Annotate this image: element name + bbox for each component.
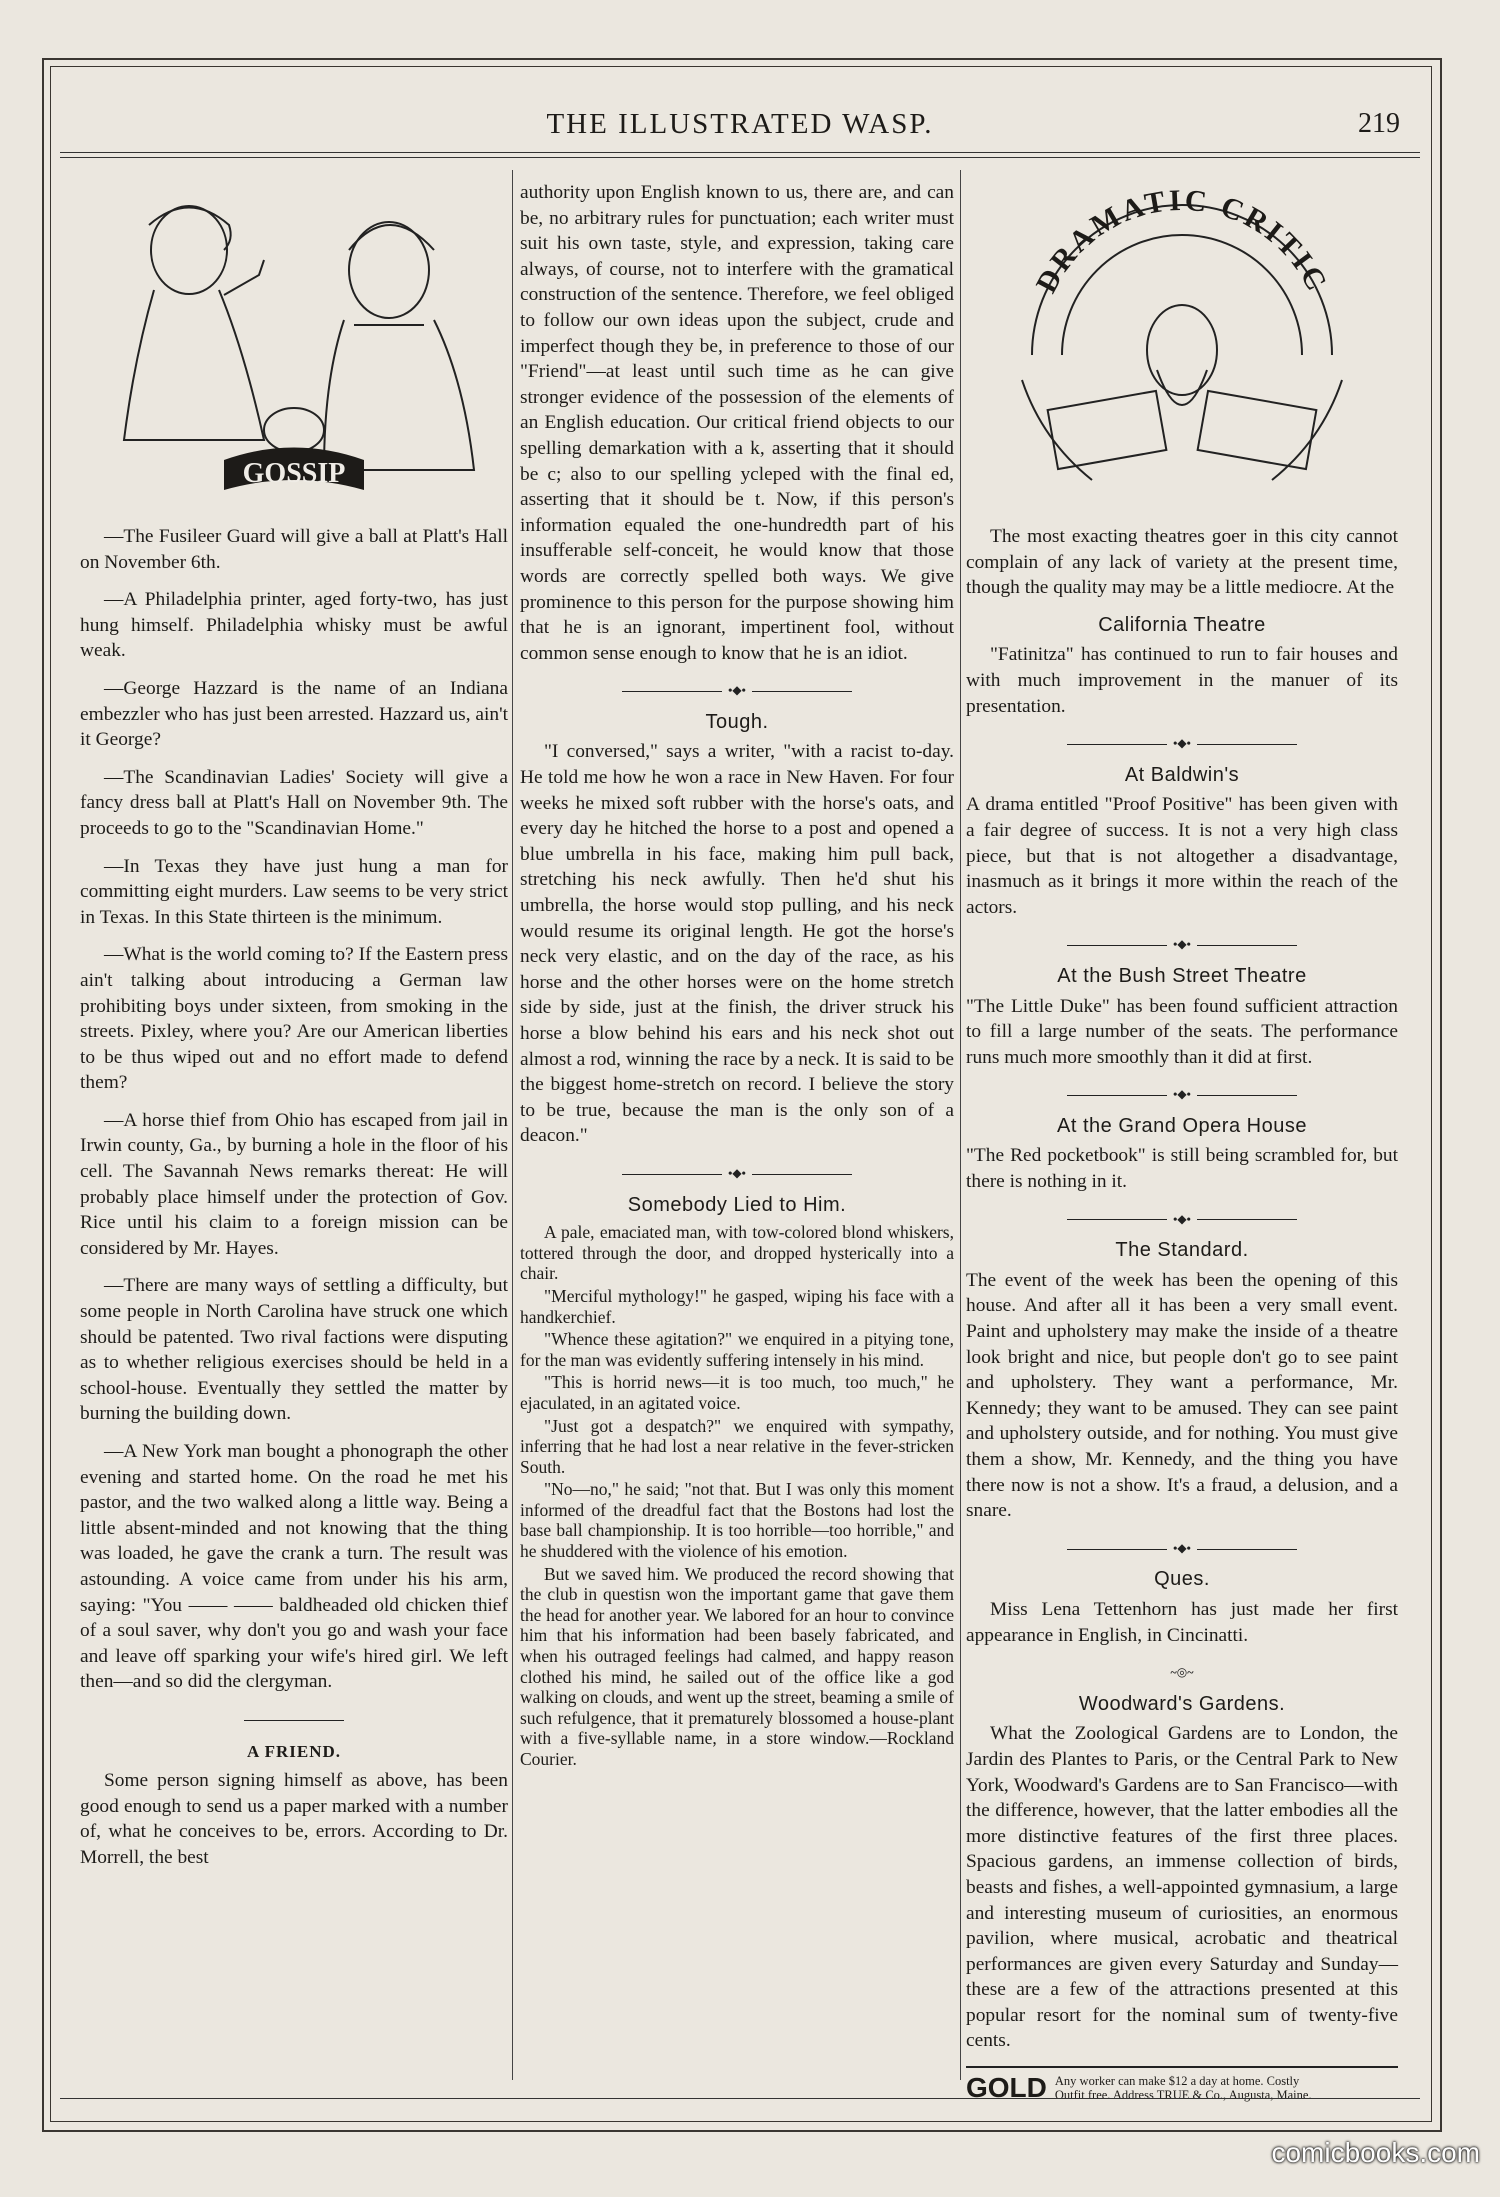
gossip-illustration (94, 180, 494, 510)
theatre-intro: The most exacting theatres goer in this city cannot complain of any lack of variety at the present time, though the quality may may be a little mediocre. At the (966, 526, 1398, 599)
section-divider: •◆• (520, 1161, 954, 1187)
lied-paragraph: "No—no," he said; "not that. But I was only this moment informed of the dreadful fact that the Bostons had lost the base ball championship. It is too horrible—too horrible," and he shuddered with the violence of his emotion. (520, 1479, 954, 1562)
section-divider: •◆• (966, 1082, 1398, 1108)
news-item: —The Fusileer Guard will give a ball at Platt's Hall on November 6th. (80, 526, 508, 573)
section-divider: •◆• (966, 1536, 1398, 1562)
news-item: —A horse thief from Ohio has escaped from jail in Irwin county, Ga., by burning a hole in the floor of his cell. The Savannah News remarks thereat: He will probably place himself under the protection of Gov. Rice until his claim to a foreign mission can be considered by Mr. Hayes. (80, 1109, 508, 1259)
dramatic-critic-illustration (982, 180, 1382, 510)
bush-text: "The Little Duke" has been found sufficient attraction to fill a large number of the seats. The performance runs much more smoothly than it did at first. (966, 995, 1398, 1068)
woodward-text: What the Zoological Gardens are to London, the Jardin des Plantes to Paris, or the Central Park to New York, Woodward's Gardens are to San Francisco—with the difference, however, that the latter embodies all the more distinctive features of the first three places. Spacious gardens, an immense collection of birds, beasts and fishes, a well-appointed gymnasium, a large and interesting museum of curiosities, an enormous pavilion, where musical, acrobatic and theatrical performances are given every Saturday and Sunday—these are a few of the attractions presented at this popular resort for the nominal sum of twenty-five cents. (966, 1723, 1398, 2052)
header-rule (60, 152, 1420, 153)
header-rule-2 (60, 157, 1420, 158)
section-divider: •◆• (966, 932, 1398, 958)
column-divider (960, 170, 961, 2080)
grand-text: "The Red pocketbook" is still being scrambled for, but there is nothing in it. (966, 1145, 1398, 1193)
news-item: —George Hazzard is the name of an Indiana embezzler who has just been arrested. Hazzard us, ain't it George? (80, 677, 508, 751)
publication-title: THE ILLUSTRATED WASP. (546, 108, 934, 140)
california-heading: California Theatre (1098, 613, 1266, 636)
page-header (60, 104, 1420, 148)
column-3 (966, 180, 1398, 2102)
footer-rule (60, 2098, 1420, 2099)
lied-paragraph: "Whence these agitation?" we enquired in a pitying tone, for the man was evidently suffering intensely in his mind. (520, 1329, 954, 1370)
gossip-banner (224, 448, 364, 491)
column-2 (520, 180, 954, 1772)
baldwin-heading: At Baldwin's (1124, 763, 1240, 786)
ques-text: Miss Lena Tettenhorn has just made her first appearance in English, in Cincinatti. (966, 1598, 1398, 1646)
ad-line: Outfit free. Address TRUE & Co., Augusta, Maine. (1054, 2088, 1312, 2103)
news-item: —The Scandinavian Ladies' Society will give a fancy dress ball at Platt's Hall on November 9th. The proceeds to go to the "Scandinavian Home." (80, 766, 508, 839)
lied-heading: Somebody Lied to Him. (627, 1193, 847, 1216)
lied-article (520, 1222, 954, 1769)
column-1 (80, 180, 508, 1883)
news-item: —A Philadelphia printer, aged forty-two, has just hung himself. Philadelphia whisky must be awful weak. (80, 589, 508, 662)
news-item: —A New York man bought a phonograph the other evening and started home. On the road he met his pastor, and the two walked along a little way. Being a little absent-minded and not knowing that the thing was loaded, he gave the crank a turn. The result was astounding. A voice came from under his his arm, saying: "You —— —— baldheaded old chicken thief of a soul saver, why don't you go and wash your face and leave off sparking your wife's hired girl. We left then—and so did the clergyman. (80, 1441, 508, 1693)
lied-paragraph: "Just got a despatch?" we enquired with sympathy, inferring that he had lost a near relative in the fever-stricken South. (520, 1415, 954, 1477)
news-item: —What is the world coming to? If the Eastern press ain't talking about introducing a German law prohibiting boys under sixteen, from smoking in the streets. Pixley, where you? Are our American liberties to be thus wiped out and no effort made to defend them? (80, 944, 508, 1094)
section-divider: •◆• (966, 1207, 1398, 1233)
friend-article-start: Some person signing himself as above, has been good enough to send us a paper marked with a number of, what he conceives to be, errors. According to Dr. Morrell, the best (80, 1770, 508, 1868)
dramatic-critic-label: DRAMATIC CRITIC (1029, 183, 1335, 299)
tough-article: "I conversed," says a writer, "with a racist to-day. He told me how he won a race in New Haven. For four weeks he mixed soft rubber with the horse's oats, and every day he hitched the horse to a post and opened a blue umbrella in his face, making him pull back, stretching his neck awfully. Then he'd shut his umbrella, the horse would stop pulling, and his neck would resume its original length. He got the horse's neck very elastic, and on the day of the race, as his horse and the other horses were on the home stretch side by side, just at the finish, the driver struck his horse a blow behind his ears and his neck shot out almost a rod, winning the race by a neck. It is said to be the biggest home-stretch on record. I believe the story to be true, because the man is the only son of a deacon." (520, 741, 954, 1147)
news-item: —There are many ways of settling a difficulty, but some people in North Carolina have struck one which should be patented. Two rival factions were disputing as to whether religious exercises should be held in a school-house. Eventually they settled the matter by burning the building down. (80, 1275, 508, 1425)
ques-heading: Ques. (1154, 1568, 1210, 1591)
friend-article-continued: authority upon English known to us, there are, and can be, no arbitrary rules for punctuation; each writer must suit his own taste, style, and expression, taking care always, of course, not to interfere with the gramatical construction of the sentence. Therefore, we feel obliged to follow our own ideas upon the subject, crude and imperfect though they be, in preference to those of our "Friend"—at least until such time as he can give stronger evidence of the possession of the elements of an English education. Our critical friend objects to our spelling demarkation with a k, asserting that it should be c; also to our spelling ycleped with the final ed, asserting that it should be t. Now, if this person's information equaled the one-hundredth part of his insufferable self-conceit, he would know that those words are correctly spelled both ways. We give prominence to this person for the purpose showing him that he is an ignorant, impertinent fool, without common sense enough to know that he is an idiot. (520, 182, 954, 664)
baldwin-text: A drama entitled "Proof Positive" has been given with a fair degree of success. It is not a very high class piece, but that is not altogether a disadvantage, inasmuch as it brings it more within the reach of the actors. (966, 794, 1398, 918)
ad-line: Any worker can make $12 a day at home. Costly (1054, 2074, 1300, 2089)
section-divider: •◆• (520, 678, 954, 704)
gossip-label: GOSSIP (242, 458, 346, 489)
woodward-heading: Woodward's Gardens. (1078, 1692, 1286, 1715)
column-divider (512, 170, 513, 2080)
standard-text: The event of the week has been the opening of this house. And after all it has been a very small event. Paint and upholstery may make the inside of a theatre look bright and nice, but people don't go to see paint and upholstery. They want a performance, Mr. Kennedy; they want to be amused. They can see paint and upholstery outside, and for nothing. You must give them a show, Mr. Kennedy, and the thing you have there now is not a show. It's a fraud, a delusion, and a snare. (966, 1269, 1398, 1522)
gold-advertisement (966, 2066, 1398, 2102)
friend-heading: A FRIEND. (246, 1741, 341, 1761)
section-divider (80, 1707, 508, 1733)
lied-paragraph: "Merciful mythology!" he gasped, wiping his face with a handkerchief. (520, 1285, 954, 1327)
news-item: —In Texas they have just hung a man for committing eight murders. Law seems to be very strict in Texas. In this State thirteen is the minimum. (80, 855, 508, 928)
bush-heading: At the Bush Street Theatre (1057, 964, 1307, 987)
tough-heading: Tough. (705, 710, 769, 733)
lied-paragraph: But we saved him. We produced the record showing that the club in questisn won the important game that gave them the head for another year. We labored for an hour to convince him that his information had been basely fabricated, and when his outraged feelings had calmed, and happy reason clothed his mind, he sailed out of the office like a god walking on clouds, and went up the street, beaming a smile of such refulgence, that it prematurely blossomed a house-plant with a five-syllable name, in a store window.—Rockland Courier. (520, 1563, 954, 1769)
watermark: comicbooks.com (1271, 2137, 1480, 2168)
section-divider: •◆• (966, 731, 1398, 757)
california-text: "Fatinitza" has continued to run to fair houses and with much improvement in the manuer of its presentation. (966, 644, 1398, 717)
ad-headline: GOLD (966, 2072, 1047, 2104)
section-divider: ~◎~ (1170, 1665, 1194, 1680)
lied-paragraph: A pale, emaciated man, with tow-colored blond whiskers, tottered through the door, and dropped hysterically into a chair. (520, 1222, 954, 1284)
lied-paragraph: "This is horrid news—it is too much, too much," he ejaculated, in an agitated voice. (520, 1372, 954, 1413)
standard-heading: The Standard. (1115, 1239, 1249, 1262)
grand-heading: At the Grand Opera House (1057, 1114, 1307, 1137)
page-number: 219 (1358, 108, 1400, 139)
